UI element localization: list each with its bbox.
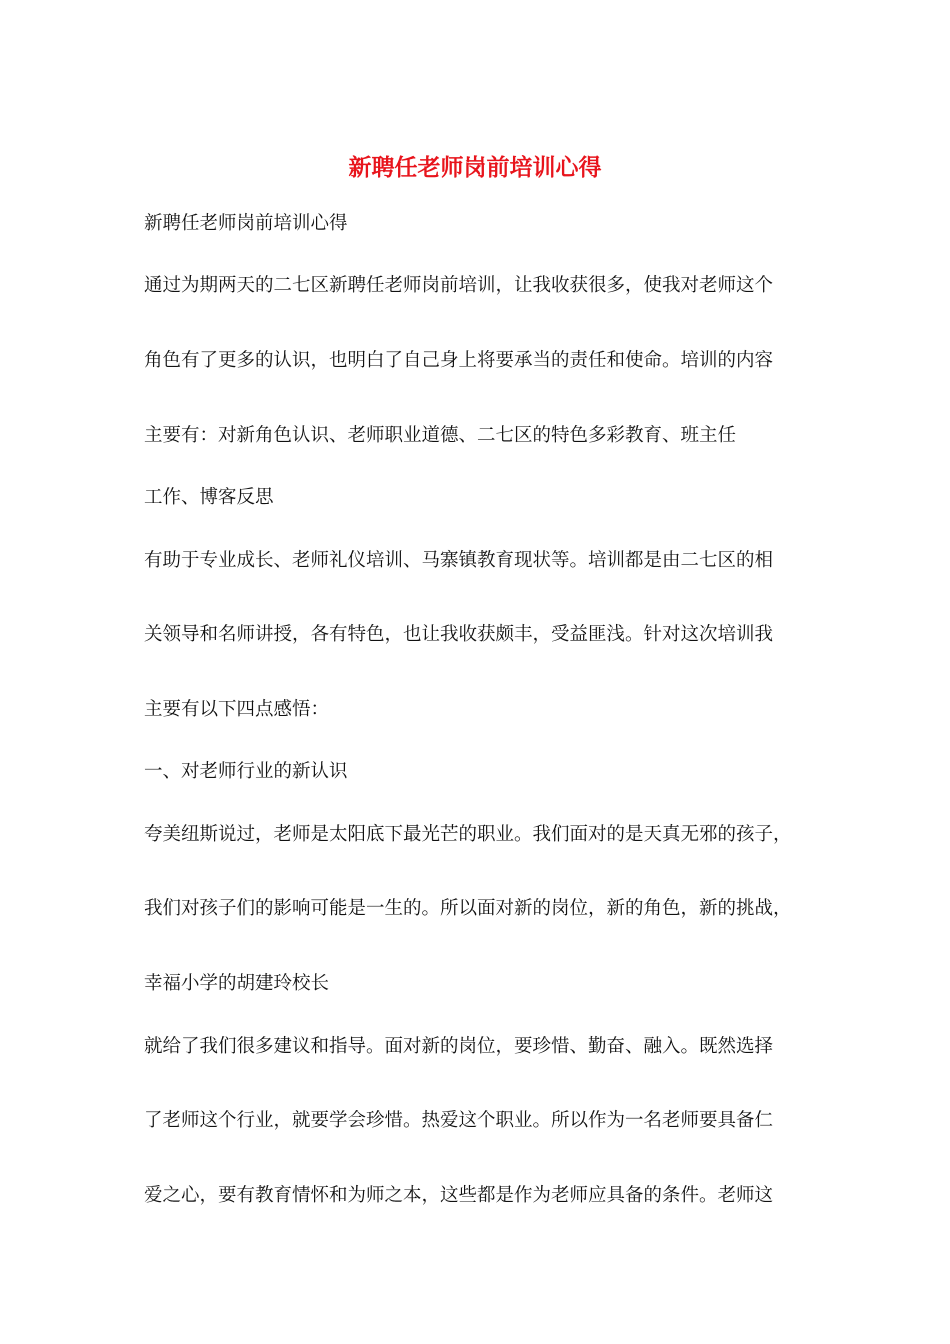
paragraph-line: 就给了我们很多建议和指导。面对新的岗位，要珍惜、勤奋、融入。既然选择	[144, 1036, 774, 1057]
document-title: 新聘任老师岗前培训心得	[348, 154, 602, 181]
paragraph-line: 工作、博客反思	[144, 487, 274, 508]
paragraph-line: 角色有了更多的认识，也明白了自己身上将要承当的责任和使命。培训的内容	[144, 350, 774, 371]
paragraph-line: 我们对孩子们的影响可能是一生的。所以面对新的岗位，新的角色，新的挑战，	[144, 898, 792, 919]
subtitle-line: 新聘任老师岗前培训心得	[144, 213, 348, 234]
paragraph-line: 主要有：对新角色认识、老师职业道德、二七区的特色多彩教育、班主任	[144, 425, 737, 446]
paragraph-line: 主要有以下四点感悟：	[144, 699, 330, 720]
section-heading: 一、对老师行业的新认识	[144, 761, 348, 782]
paragraph-line: 了老师这个行业，就要学会珍惜。热爱这个职业。所以作为一名老师要具备仁	[144, 1110, 774, 1131]
paragraph-line: 幸福小学的胡建玲校长	[144, 973, 330, 994]
paragraph-line: 有助于专业成长、老师礼仪培训、马寨镇教育现状等。培训都是由二七区的相	[144, 550, 774, 571]
paragraph-line: 关领导和名师讲授，各有特色，也让我收获颇丰，受益匪浅。针对这次培训我	[144, 624, 774, 645]
paragraph-line: 爱之心，要有教育情怀和为师之本，这些都是作为老师应具备的条件。老师这	[144, 1185, 774, 1206]
paragraph-line: 夸美纽斯说过，老师是太阳底下最光芒的职业。我们面对的是天真无邪的孩子，	[144, 824, 792, 845]
paragraph-line: 通过为期两天的二七区新聘任老师岗前培训，让我收获很多，使我对老师这个	[144, 275, 774, 296]
